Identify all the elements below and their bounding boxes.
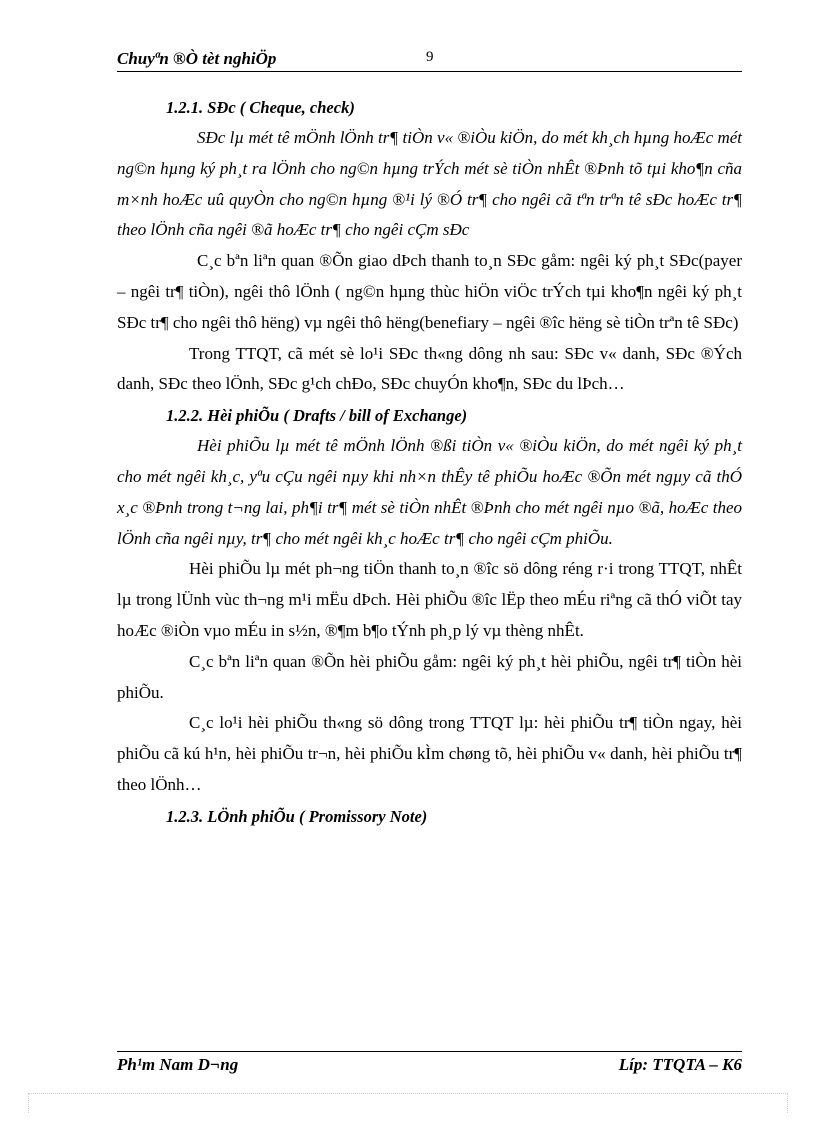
page-number: 9 [426, 49, 434, 65]
page-right-dotted-border [787, 1093, 788, 1113]
paragraph: C¸c bªn liªn quan ®Õn hèi phiÕu gåm: ngêi ký ph¸t hèi phiÕu, ngêi tr¶ tiÒn hèi phiÕu. [117, 651, 742, 702]
footer-class: Líp: TTQTA – K6 [618, 1055, 742, 1074]
paragraph: Hèi phiÕu lµ mét ph¬ng tiÖn thanh to¸n ®îc sö dông réng r·i trong TTQT, nhÊt lµ trong lÜnh vùc th¬ng m¹i mËu dÞch. Hèi phiÕu ®îc lËp theo mÉu riªng cã thÓ viÕt tay hoÆc ®iÒn vµo mÉu in s½n, ®¶m b¶o tÝnh ph¸p lý vµ thèng nhÊt. [117, 559, 742, 640]
footer-rule [117, 1051, 742, 1052]
paragraph: Hèi phiÕu lµ mét tê mÖnh lÖnh ®ßi tiÒn v« ®iÒu kiÖn, do mét ngêi ký ph¸t cho mét ngêi kh¸c, yªu cÇu ngêi nµy khi nh×n thÊy tê phiÕu hoÆc ®Õn mét ngµy cã thÓ x¸c ®Þnh trong t¬ng lai, ph¶i tr¶ mét sè tiÒn nhÊt ®Þnh cho mét ngêi nµo ®ã, hoÆc theo lÖnh cña ngêi nµy, tr¶ cho mét ngêi kh¸c hoÆc tr¶ cho ngêi cÇm phiÕu. [117, 436, 742, 548]
header-title: Chuyªn ®Ò tèt nghiÖp [117, 49, 277, 68]
paragraph: C¸c lo¹i hèi phiÕu th«ng sö dông trong TTQT lµ: hèi phiÕu tr¶ tiÒn ngay, hèi phiÕu cã kú h¹n, hèi phiÕu tr¬n, hèi phiÕu kÌm chøng tõ, hèi phiÕu v« danh, hèi phiÕu tr¶ theo lÖnh… [117, 713, 742, 794]
section-heading: 1.2.1. SÐc ( Cheque, check) [166, 98, 355, 117]
body-text [117, 92, 742, 832]
page-bottom-dotted-border [28, 1093, 788, 1094]
section-heading: 1.2.3. LÖnh phiÕu ( Promissory Note) [166, 806, 428, 826]
page-left-dotted-border [28, 1093, 29, 1113]
header-rule [117, 71, 742, 72]
paragraph: SÐc lµ mét tê mÖnh lÖnh tr¶ tiÒn v« ®iÒu kiÖn, do mét kh¸ch hµng hoÆc mét ng©n hµng ký ph¸t ra lÖnh cho ng©n hµng trÝch mét sè tiÒn nhÊt ®Þnh tõ tµi kho¶n cña m×nh hoÆc uû quyÒn cho ng©n hµng ®¹i lý ®Ó tr¶ cho ngêi cã tªn trªn tê sÐc hoÆc tr¶ theo lÖnh cña ngêi ®ã hoÆc tr¶ cho ngêi cÇm sÐc [117, 128, 742, 240]
section-heading: 1.2.2. Hèi phiÕu ( Drafts / bill of Exchange) [166, 406, 468, 426]
paragraph: Trong TTQT, cã mét sè lo¹i SÐc th«ng dông nh sau: SÐc v« danh, SÐc ®Ých danh, SÐc theo lÖnh, SÐc g¹ch chÐo, SÐc chuyÓn kho¶n, SÐc du lÞch… [117, 343, 742, 394]
paragraph: C¸c bªn liªn quan ®Õn giao dÞch thanh to¸n SÐc gåm: ngêi ký ph¸t SÐc(payer – ngêi tr¶ tiÒn), ngêi thô lÖnh ( ng©n hµng thùc hiÖn viÖc trÝch tµi kho¶n ngêi ký ph¸t SÐc tr¶ cho ngêi thô hëng) vµ ngêi thô hëng(benefiary – ngêi ®îc hëng sè tiÒn trªn tê SÐc) [117, 251, 742, 332]
footer-author: Ph¹m Nam D¬ng [117, 1055, 239, 1074]
